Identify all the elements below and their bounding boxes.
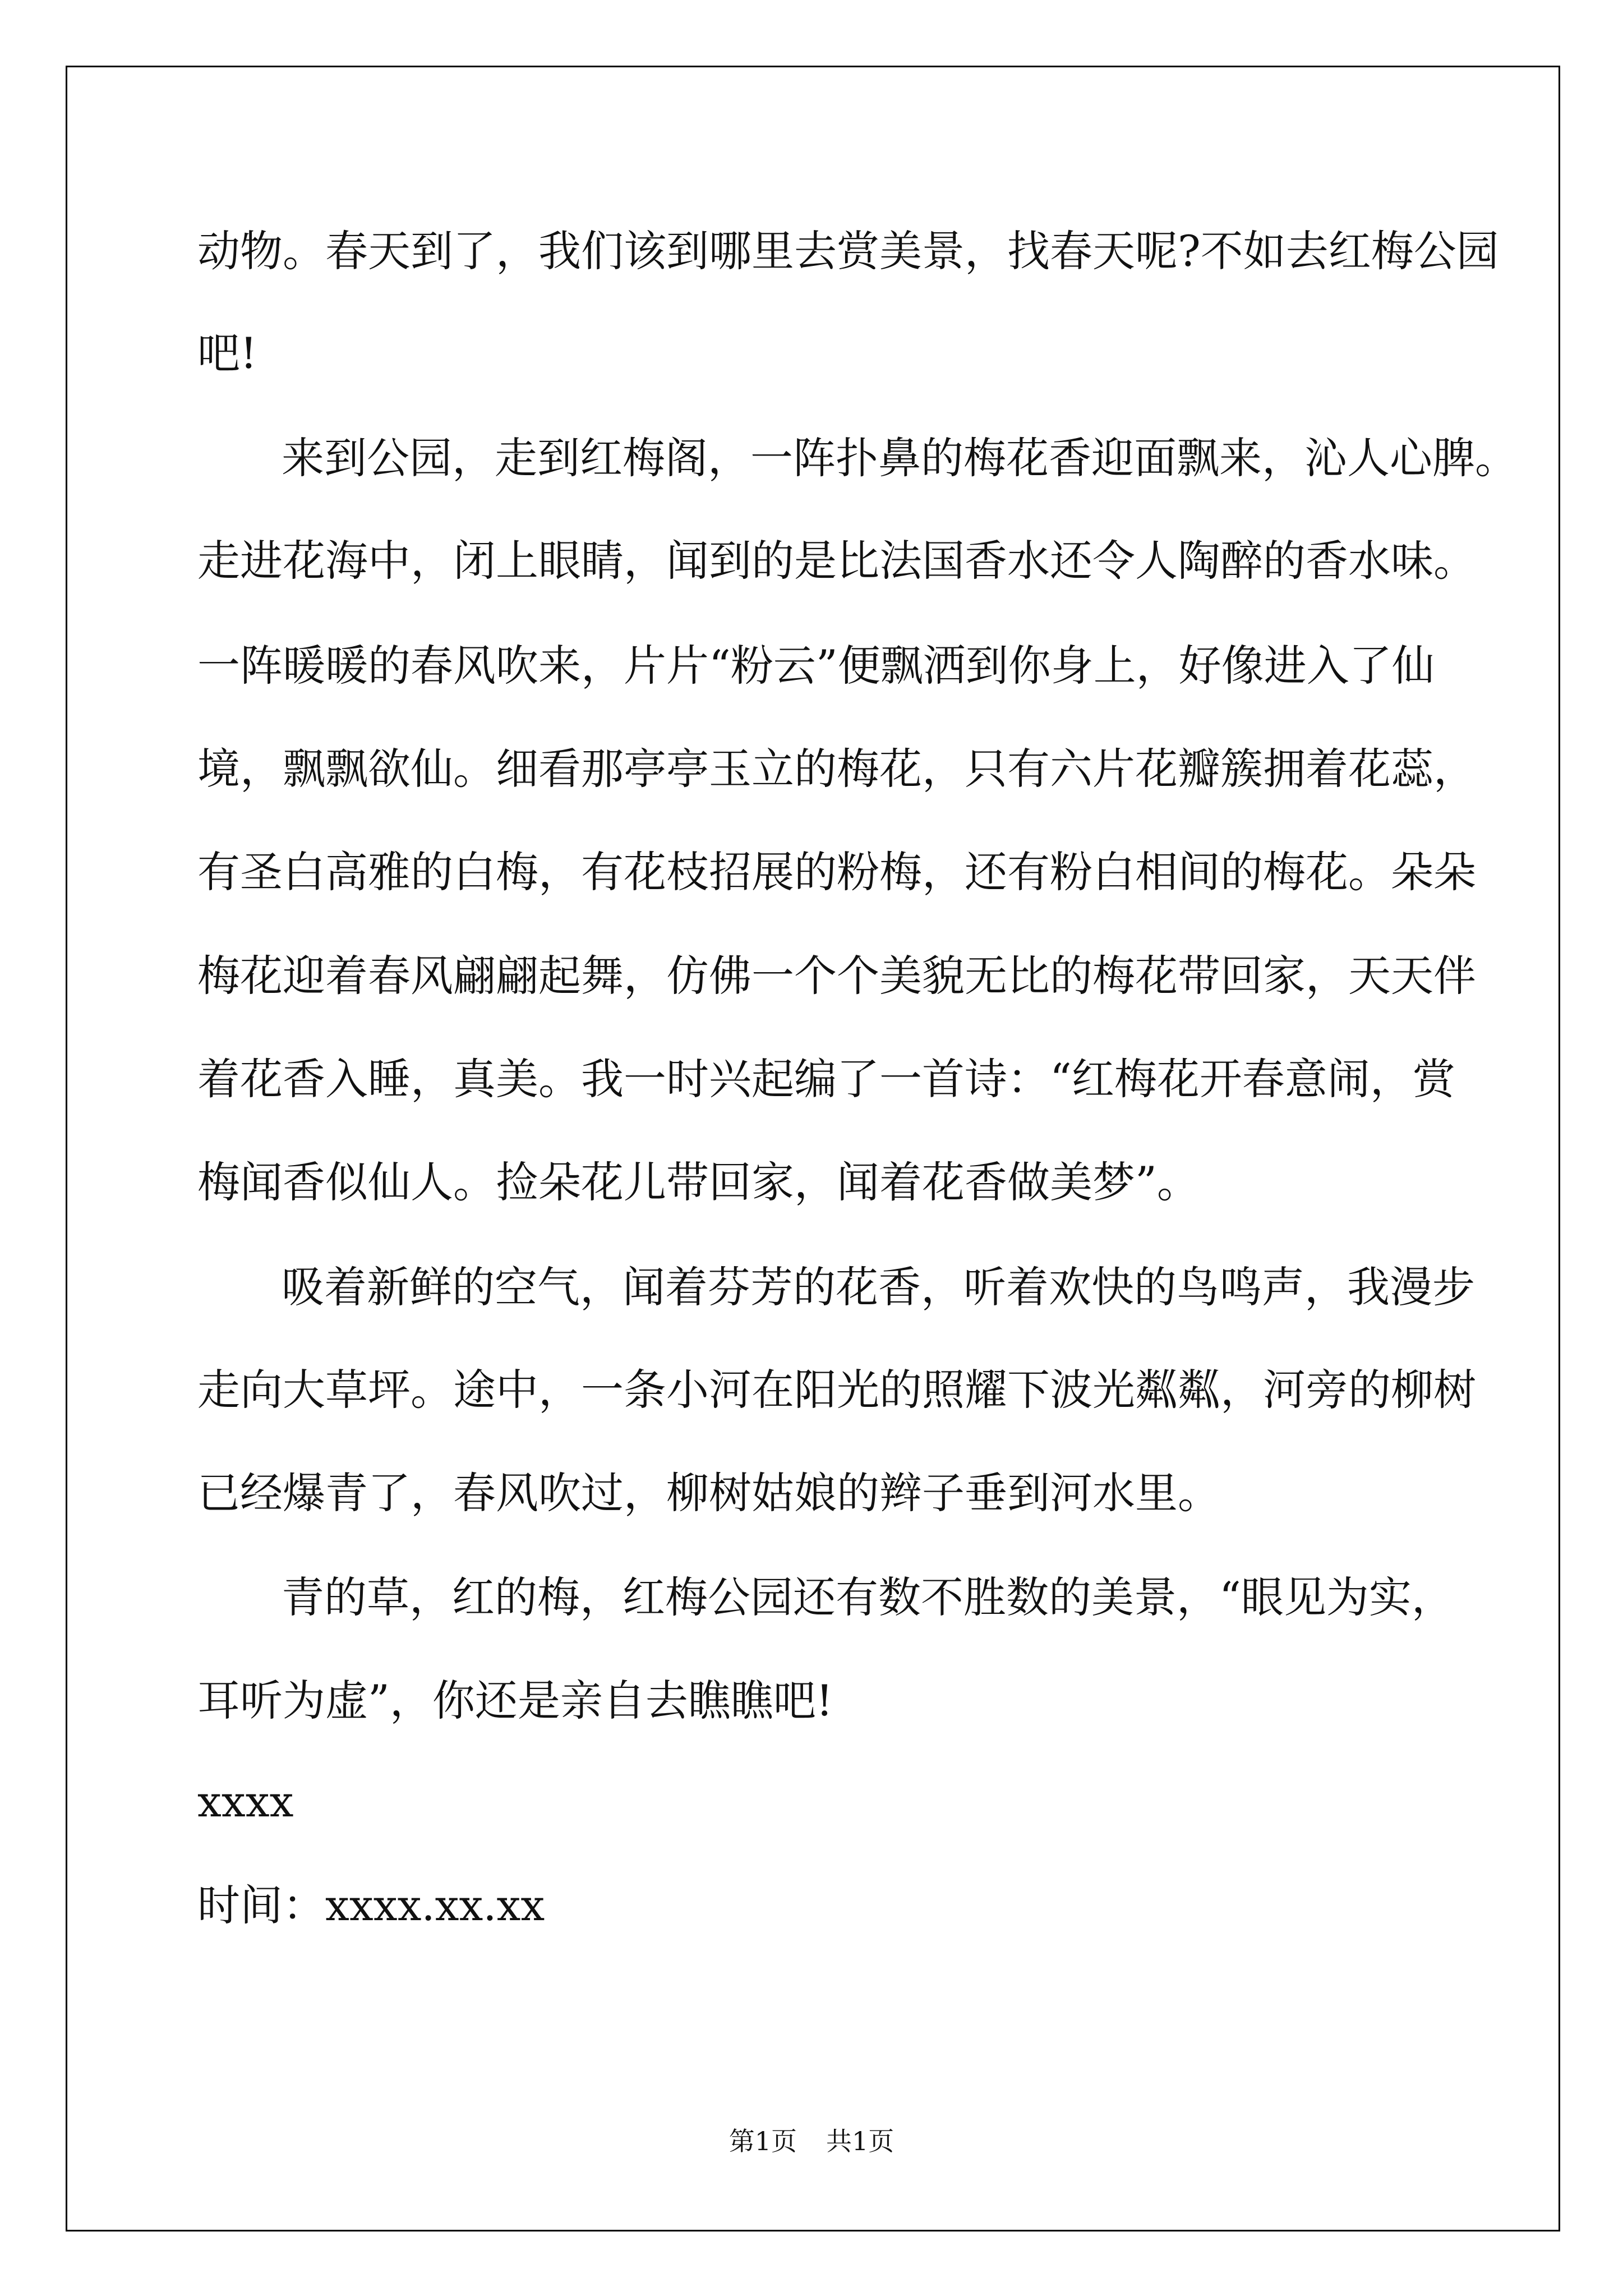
body-line-13: 已经爆青了，春风吹过，柳树姑娘的辫子垂到河水里。	[197, 1468, 1220, 1518]
body-line-10: 梅闻香似仙人。捡朵花儿带回家，闻着花香做美梦”。	[197, 1157, 1200, 1207]
paragraph-start-line: 青的草，红的梅，红梅公园还有数不胜数的美景，“眼见为实，	[282, 1572, 1454, 1622]
body-line-9: 着花香入睡，真美。我一时兴起编了一首诗：“红梅花开春意闹，赏	[197, 1054, 1455, 1104]
body-line-7: 有圣白高雅的白梅，有花枝招展的粉梅，还有粉白相间的梅花。朵朵	[197, 847, 1476, 897]
date-line: 时间：xxxx.xx.xx	[197, 1880, 545, 1930]
body-line-2: 吧!	[197, 328, 257, 378]
page-number-current: 第1页	[728, 2126, 797, 2156]
body-line-6: 境，飘飘欲仙。细看那亭亭玉立的梅花，只有六片花瓣簇拥着花蕊，	[197, 744, 1476, 794]
body-line-15: 耳听为虚”，你还是亲自去瞧瞧吧!	[197, 1676, 833, 1726]
paragraph-start-line: 吸着新鲜的空气，闻着芬芳的花香，听着欢快的鸟鸣声，我漫步	[282, 1262, 1475, 1312]
paragraph-start-line: 来到公园，走到红梅阁，一阵扑鼻的梅花香迎面飘来，沁人心脾。	[282, 433, 1518, 483]
author-signature: xxxx	[197, 1777, 294, 1826]
page-footer	[0, 2124, 1623, 2158]
body-line-12: 走向大草坪。途中，一条小河在阳光的照耀下波光粼粼，河旁的柳树	[197, 1365, 1476, 1415]
body-line-1: 动物。春天到了，我们该到哪里去赏美景，找春天呢?不如去红梅公园	[197, 226, 1499, 276]
body-line-5: 一阵暖暖的春风吹来，片片“粉云”便飘洒到你身上，好像进入了仙	[197, 641, 1435, 691]
body-line-8: 梅花迎着春风翩翩起舞，仿佛一个个美貌无比的梅花带回家，天天伴	[197, 951, 1476, 1001]
page-number-total: 共1页	[826, 2126, 895, 2156]
body-line-4: 走进花海中，闭上眼睛，闻到的是比法国香水还令人陶醉的香水味。	[197, 536, 1476, 586]
